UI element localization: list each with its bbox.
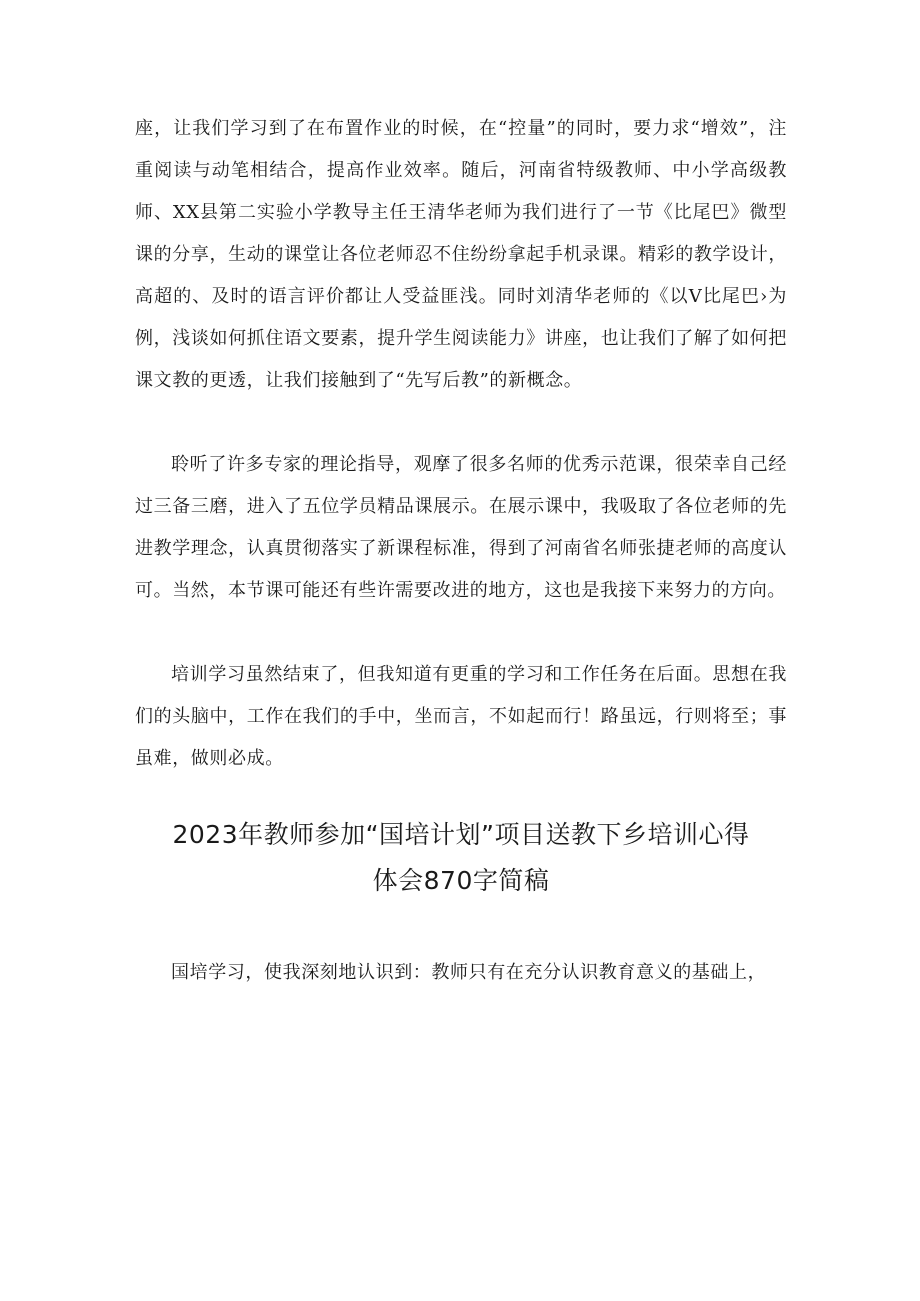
document-page xyxy=(135,108,787,994)
section-title-line-2: 体会870字简稿 xyxy=(372,866,550,895)
section-title xyxy=(135,812,787,904)
paragraph-continued: 座，让我们学习到了在布置作业的时候，在“控量”的同时，要力求“增效”，注重阅读与动笔相结合，提高作业效率。随后，河南省特级教师、中小学高级教师、XX县第二实验小学教导主任王清华老师为我们进行了一节《比尾巴》微型课的分享，生动的课堂让各位老师忍不住纷纷拿起手机录课。精彩的教学设计，高超的、及时的语言评价都让人受益匪浅。同时刘清华老师的《以V比尾巴›为例，浅谈如何抓住语文要素，提升学生阅读能力》讲座，也让我们了解了如何把课文教的更透，让我们接触到了“先写后教”的新概念。 xyxy=(135,118,787,391)
section-title-line-1: 2023年教师参加“国培计划”项目送教下乡培训心得 xyxy=(172,820,750,849)
paragraph-gap xyxy=(135,402,787,444)
paragraph-observation: 聆听了许多专家的理论指导，观摩了很多名师的优秀示范课，很荣幸自己经过三备三磨，进入了五位学员精品课展示。在展示课中，我吸取了各位老师的先进教学理念，认真贯彻落实了新课程标准，得到了河南省名师张捷老师的高度认可。当然，本节课可能还有些许需要改进的地方，这也是我接下来努力的方向。 xyxy=(135,454,787,601)
paragraph-gap xyxy=(135,612,787,654)
paragraph-conclusion: 培训学习虽然结束了，但我知道有更重的学习和工作任务在后面。思想在我们的头脑中，工作在我们的手中，坐而言，不如起而行！路虽远，行则将至；事虽难，做则必成。 xyxy=(135,664,787,769)
paragraph-opening: 国培学习，使我深刻地认识到：教师只有在充分认识教育意义的基础上， xyxy=(171,962,767,983)
